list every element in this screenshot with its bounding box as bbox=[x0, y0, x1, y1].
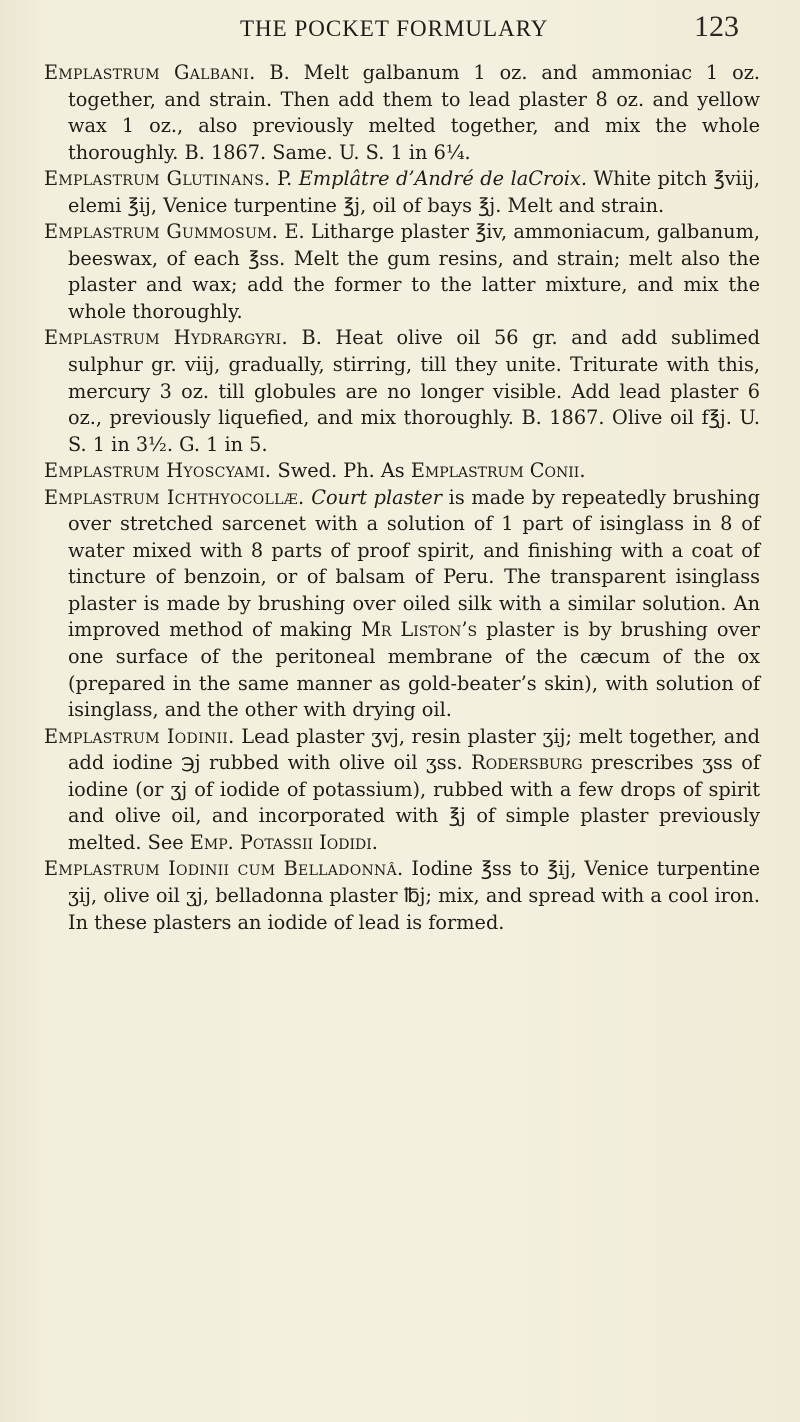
entry-text: plaster is by brushing over one surface of the peritoneal membrane of the cæcum of the ox (prepared in the same manner as gold-beater’s skin), with solution of isinglass, and the other with drying oil. bbox=[68, 618, 760, 722]
entry-emplastrum-iodinii-belladonna bbox=[44, 856, 760, 936]
entry-text: P. bbox=[270, 167, 299, 191]
formulary-text bbox=[44, 60, 760, 936]
entry-emplastrum-galbani bbox=[44, 60, 760, 166]
entry-text: B. Heat olive oil 56 gr. and add sublimed sulphur gr. viij, gradually, stirring, till they unite. Triturate with this, mercury 3 oz. till globules are no longer visible. Add lead plaster 6 oz., previously liquefied, and mix thoroughly. B. 1867. Olive oil f℥j. U. S. 1 in 3½. G. 1 in 5. bbox=[68, 326, 760, 456]
person-name: Mr Liston’s bbox=[361, 618, 478, 642]
entry-emplastrum-ichthyocollae bbox=[44, 485, 760, 724]
entry-heading: Emplastrum Gummosum. bbox=[44, 220, 279, 244]
entry-emplastrum-hydrargyri bbox=[44, 325, 760, 458]
entry-text: is made by repeatedly brushing over stretched sarcenet with a solution of 1 part of isinglass in 8 of water mixed with 8 parts of proof spirit, and finishing with a coat of tincture of benzoin, or of balsam of Peru. The transparent isinglass plaster is made by brushing over oiled silk with a similar solution. An improved method of making bbox=[68, 485, 760, 642]
entry-emplastrum-iodinii bbox=[44, 724, 760, 857]
entry-heading: Emplastrum Ichthyocollæ. bbox=[44, 485, 305, 509]
entry-text: Iodine ℥ss to ℥ij, Venice turpentine ʒij, olive oil ʒj, belladonna plaster ℔j; mix, and spread with a cool iron. In these plasters an iodide of lead is formed. bbox=[68, 857, 761, 934]
entry-heading: Emplastrum Hydrargyri. bbox=[44, 326, 288, 350]
entry-heading: Emplastrum Glutinans. bbox=[44, 167, 271, 191]
entry-heading: Emplastrum Galbani. bbox=[44, 61, 256, 84]
entry-emplastrum-glutinans bbox=[44, 166, 760, 219]
person-name: Rodersburg bbox=[471, 751, 583, 775]
cross-reference: Emp. Potassii Iodidi. bbox=[189, 830, 378, 854]
french-name: Emplâtre d’André de laCroix. bbox=[298, 167, 587, 191]
entry-text: E. Litharge plaster ℥iv, ammoniacum, galbanum, beeswax, of each ℥ss. Melt the gum resins, and strain; melt also the plaster and wax; add the former to the latter mixture, and mix the whole thoroughly. bbox=[68, 220, 761, 323]
page-number: 123 bbox=[694, 10, 739, 43]
entry-text: B. Melt galbanum 1 oz. and ammoniac 1 oz. together, and strain. Then add them to lead plaster 8 oz. and yellow wax 1 oz., also previously melted together, and mix the whole thoroughly. B. 1867. Same. U. S. 1 in 6¼. bbox=[68, 61, 760, 164]
entry-text: Swed. Ph. As bbox=[271, 459, 411, 483]
entry-text: prescribes ʒss of iodine (or ʒj of iodide of potassium), rubbed with a few drops of spirit and olive oil, and incorporated with ℥j of simple plaster previously melted. See bbox=[68, 751, 760, 854]
entry-heading: Emplastrum Hyoscyami. bbox=[44, 459, 272, 483]
page-header bbox=[0, 8, 800, 52]
entry-emplastrum-gummosum bbox=[44, 219, 760, 325]
cross-reference: Emplastrum Conii. bbox=[410, 459, 586, 483]
entry-heading: Emplastrum Iodinii. bbox=[44, 724, 235, 748]
entry-text: White pitch ℥viij, elemi ℥ij, Venice turpentine ℥j, oil of bays ℥j. Melt and strain. bbox=[68, 167, 760, 217]
entry-emplastrum-hyoscyami bbox=[44, 458, 760, 485]
entry-text: Lead plaster ʒvj, resin plaster ʒij; melt together, and add iodine ℈j rubbed with olive oil ʒss. bbox=[68, 724, 760, 775]
court-plaster-term: Court plaster bbox=[311, 485, 442, 509]
running-title: THE POCKET FORMULARY bbox=[240, 16, 549, 41]
entry-heading: Emplastrum Iodinii cum Belladonnâ. bbox=[44, 857, 404, 881]
